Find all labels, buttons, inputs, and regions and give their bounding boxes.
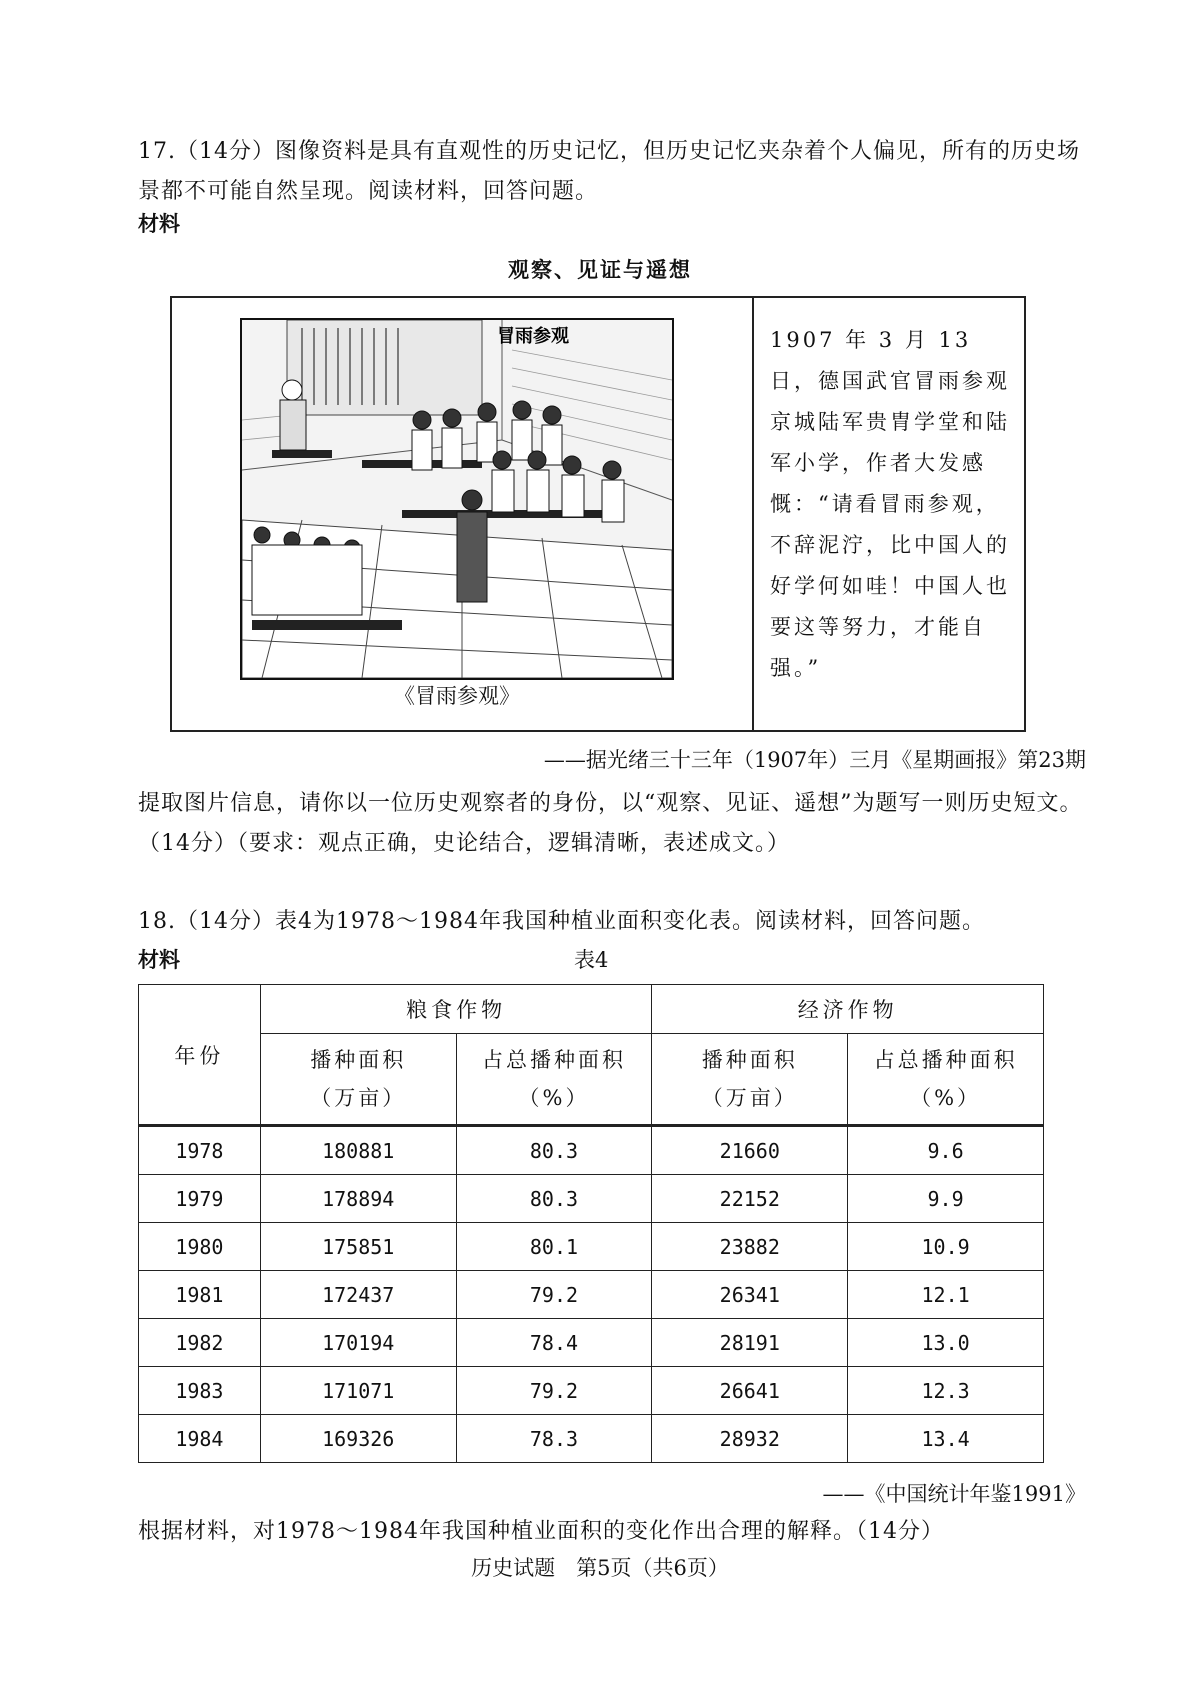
cash-share-header: 占总播种面积 （%） — [848, 1034, 1044, 1126]
picture-heading: 冒雨参观 — [497, 326, 569, 347]
year-header: 年份 — [139, 985, 261, 1126]
material-description: 1907 年 3 月 13 日，德国武官冒雨参观京城陆军贵胄学堂和陆军小学，作者大发感慨：“请看冒雨参观，不辞泥泞，比中国人的好学何如哇！中国人也要这等努力，才能自强。” — [770, 328, 1010, 680]
material-title: 观察、见证与遥想 — [508, 257, 692, 282]
frame-divider — [752, 296, 754, 732]
question-17-intro: 17.（14分）图像资料是具有直观性的历史记忆，但历史记忆夹杂着个人偏见，所有的历史场景都不可能自然呈现。阅读材料，回答问题。 — [138, 139, 1080, 204]
question-18-intro: 18.（14分）表4为1978～1984年我国种植业面积变化表。阅读材料，回答问题。 — [138, 909, 985, 934]
grain-share-header: 占总播种面积 （%） — [456, 1034, 652, 1126]
table-title: 表4 — [574, 948, 609, 972]
table-row: 1980 175851 80.1 23882 10.9 — [139, 1223, 1044, 1271]
material-label: 材料 — [138, 211, 180, 236]
table-row: 1979 178894 80.3 22152 9.9 — [139, 1175, 1044, 1223]
material-source: ——据光绪三十三年（1907年）三月《星期画报》第23期 — [543, 748, 1086, 772]
cash-crops-header: 经济作物 — [652, 985, 1044, 1034]
table-source: ——《中国统计年鉴1991》 — [822, 1482, 1086, 1506]
planting-area-table — [138, 984, 1044, 1463]
image-caption: 《冒雨参观》 — [394, 684, 520, 708]
grain-crops-header: 粮食作物 — [260, 985, 652, 1034]
table-row: 1978 180881 80.3 21660 9.6 — [139, 1126, 1044, 1175]
classroom-engraving — [242, 320, 672, 678]
table-row: 1982 170194 78.4 28191 13.0 — [139, 1319, 1044, 1367]
table-row: 1981 172437 79.2 26341 12.1 — [139, 1271, 1044, 1319]
material-label: 材料 — [138, 947, 180, 972]
table-row: 1983 171071 79.2 26641 12.3 — [139, 1367, 1044, 1415]
question-17-task: 提取图片信息，请你以一位历史观察者的身份，以“观察、见证、遥想”为题写一则历史短文。（14分）（要求：观点正确，史论结合，逻辑清晰，表述成文。） — [138, 791, 1083, 856]
grain-area-header: 播种面积 （万亩） — [260, 1034, 456, 1126]
question-18-task: 根据材料，对1978～1984年我国种植业面积的变化作出合理的解释。（14分） — [138, 1519, 944, 1544]
historical-illustration — [240, 318, 674, 680]
page-footer: 历史试题 第5页（共6页） — [471, 1556, 729, 1580]
table-row: 1984 169326 78.3 28932 13.4 — [139, 1415, 1044, 1463]
cash-area-header: 播种面积 （万亩） — [652, 1034, 848, 1126]
